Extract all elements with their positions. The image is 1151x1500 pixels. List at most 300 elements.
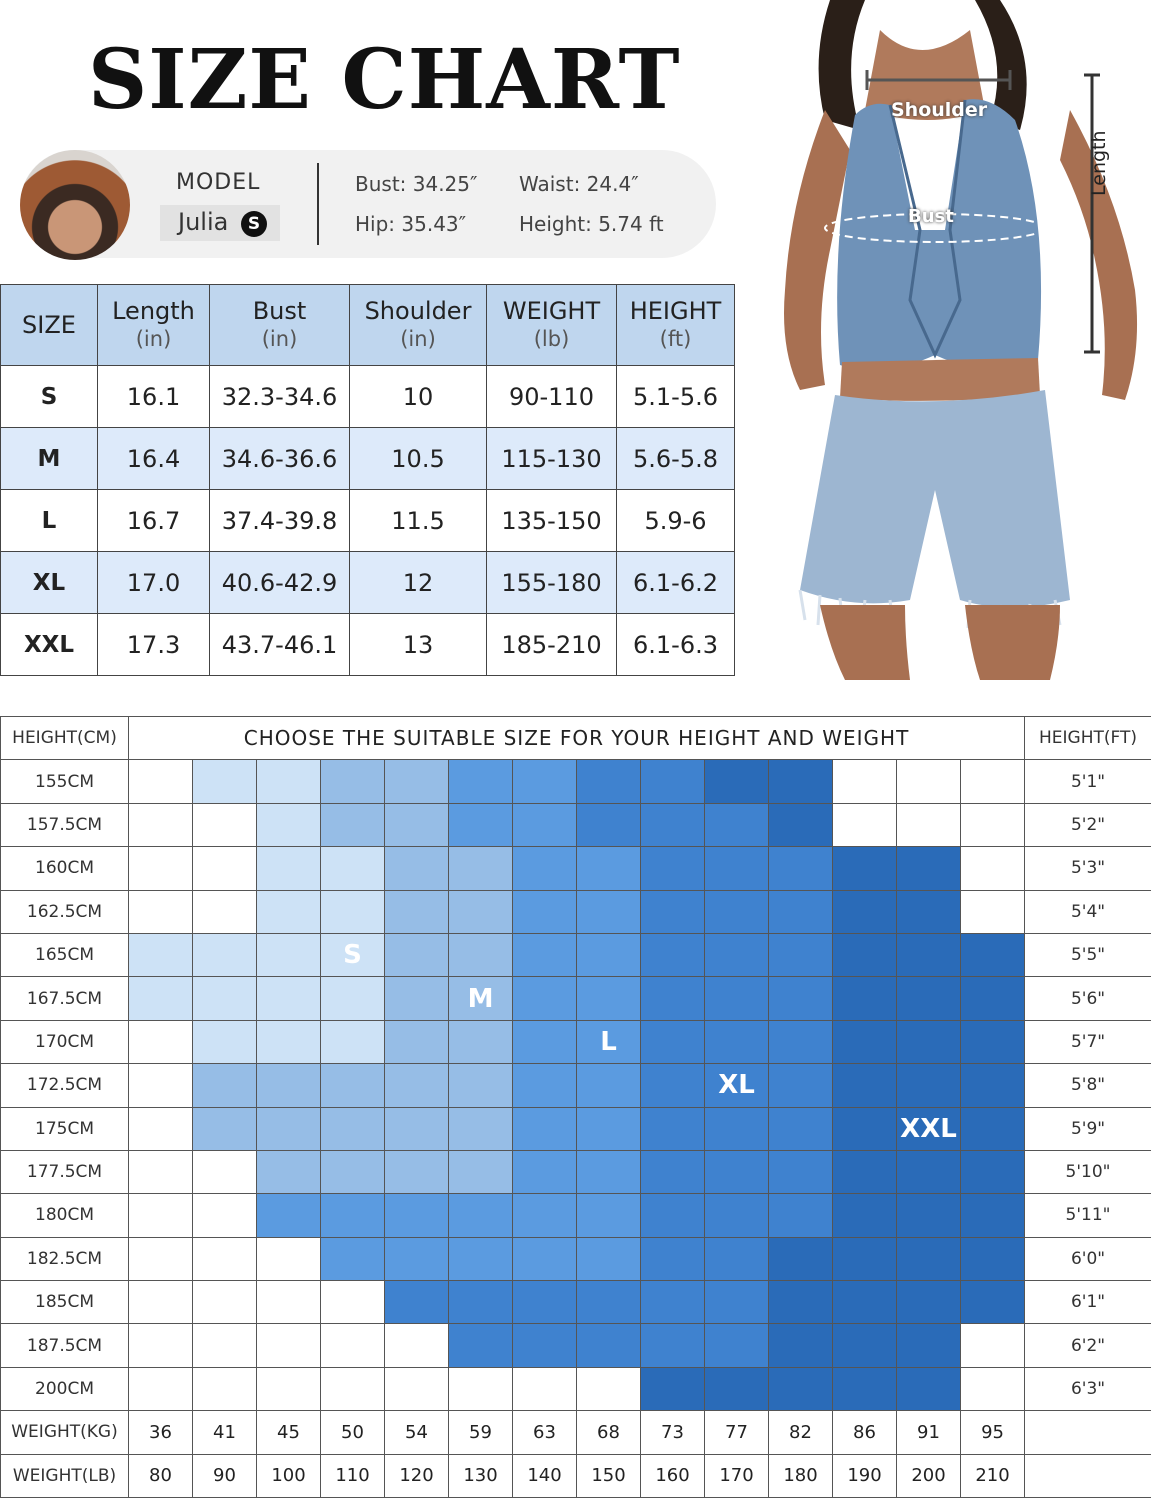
grid-cell (129, 803, 193, 846)
grid-cell (321, 1150, 385, 1193)
grid-cell (129, 933, 193, 976)
grid-row (1, 847, 1151, 890)
model-avatar (20, 150, 130, 260)
grid-cell (897, 1020, 961, 1063)
height-cm-label: 165CM (1, 933, 129, 976)
grid-cell (321, 1107, 385, 1150)
weight-lb-value: 150 (577, 1454, 641, 1497)
grid-cell (577, 1107, 641, 1150)
grid-cell (321, 803, 385, 846)
grid-cell (257, 1020, 321, 1063)
grid-cell (961, 977, 1025, 1020)
size-cell: XL (1, 552, 98, 614)
size-value-cell: 115-130 (487, 428, 617, 490)
height-cm-label: 155CM (1, 760, 129, 803)
grid-cell (385, 1281, 449, 1324)
grid-cell (577, 1064, 641, 1107)
grid-cell (449, 1194, 513, 1237)
size-cell: S (1, 366, 98, 428)
grid-cell (641, 1107, 705, 1150)
height-cm-label: 182.5CM (1, 1237, 129, 1280)
grid-cell (705, 803, 769, 846)
grid-cell (769, 1367, 833, 1410)
grid-cell (961, 1324, 1025, 1367)
weight-kg-value: 86 (833, 1411, 897, 1454)
model-height: Height: 5.74 ft (519, 212, 664, 236)
grid-cell (769, 890, 833, 933)
grid-cell (641, 1367, 705, 1410)
grid-cell (257, 1281, 321, 1324)
size-value-cell: 13 (350, 614, 487, 676)
grid-cell (705, 977, 769, 1020)
grid-cell (577, 1324, 641, 1367)
weight-kg-value: 95 (961, 1411, 1025, 1454)
grid-cell (257, 1237, 321, 1280)
grid-cell (449, 890, 513, 933)
grid-cell (257, 977, 321, 1020)
grid-cell (833, 1324, 897, 1367)
grid-cell (833, 847, 897, 890)
grid-cell (897, 847, 961, 890)
size-zone-label: XXL (897, 1107, 961, 1150)
grid-cell (449, 1237, 513, 1280)
weight-kg-value: 36 (129, 1411, 193, 1454)
grid-cell (321, 760, 385, 803)
weight-kg-value: 50 (321, 1411, 385, 1454)
grid-cell (513, 1150, 577, 1193)
grid-row (1, 1237, 1151, 1280)
grid-cell (769, 1237, 833, 1280)
weight-kg-value: 68 (577, 1411, 641, 1454)
grid-cell (449, 760, 513, 803)
weight-kg-value: 77 (705, 1411, 769, 1454)
grid-cell (705, 1020, 769, 1063)
grid-row (1, 933, 1151, 976)
weight-lb-value: 170 (705, 1454, 769, 1497)
grid-cell (385, 760, 449, 803)
weight-lb-value: 190 (833, 1454, 897, 1497)
size-row (1, 614, 735, 676)
height-cm-label: 172.5CM (1, 1064, 129, 1107)
grid-cell (449, 933, 513, 976)
size-value-cell: 32.3-34.6 (210, 366, 350, 428)
grid-row (1, 760, 1151, 803)
grid-cell (193, 1281, 257, 1324)
grid-cell (129, 1367, 193, 1410)
grid-cell (449, 1064, 513, 1107)
grid-cell (705, 933, 769, 976)
grid-cell (897, 1367, 961, 1410)
weight-kg-row (1, 1411, 1151, 1454)
grid-cell (257, 803, 321, 846)
size-zone-label: XL (705, 1064, 769, 1107)
header-height: HEIGHT (ft) (617, 285, 735, 366)
height-ft-label: 6'1" (1025, 1281, 1151, 1324)
grid-cell (769, 760, 833, 803)
weight-kg-value: 91 (897, 1411, 961, 1454)
grid-cell (449, 803, 513, 846)
grid-cell (769, 1064, 833, 1107)
weight-kg-label: WEIGHT(KG) (1, 1411, 129, 1454)
size-value-cell: 5.9-6 (617, 490, 735, 552)
grid-cell (513, 1020, 577, 1063)
grid-cell (193, 803, 257, 846)
height-ft-label: 5'3" (1025, 847, 1151, 890)
grid-cell (449, 847, 513, 890)
weight-lb-value: 180 (769, 1454, 833, 1497)
grid-cell (577, 847, 641, 890)
size-cell: L (1, 490, 98, 552)
grid-cell (641, 933, 705, 976)
size-value-cell: 40.6-42.9 (210, 552, 350, 614)
height-ft-label: 5'11" (1025, 1194, 1151, 1237)
grid-cell (769, 1324, 833, 1367)
grid-cell (513, 847, 577, 890)
size-value-cell: 11.5 (350, 490, 487, 552)
height-ft-header: HEIGHT(FT) (1025, 717, 1151, 760)
grid-cell (961, 1020, 1025, 1063)
grid-row (1, 1367, 1151, 1410)
grid-cell (705, 1107, 769, 1150)
grid-cell (129, 1237, 193, 1280)
height-cm-header: HEIGHT(CM) (1, 717, 129, 760)
size-value-cell: 37.4-39.8 (210, 490, 350, 552)
grid-cell (321, 977, 385, 1020)
height-ft-label: 6'0" (1025, 1237, 1151, 1280)
grid-cell (449, 1324, 513, 1367)
header-length: Length (in) (98, 285, 210, 366)
grid-cell (321, 1194, 385, 1237)
grid-cell (513, 1064, 577, 1107)
grid-cell (257, 1324, 321, 1367)
size-cell: XXL (1, 614, 98, 676)
grid-cell (129, 890, 193, 933)
bust-label: Bust (908, 206, 954, 227)
height-cm-label: 175CM (1, 1107, 129, 1150)
weight-kg-value: 82 (769, 1411, 833, 1454)
size-value-cell: 6.1-6.2 (617, 552, 735, 614)
height-ft-label: 5'4" (1025, 890, 1151, 933)
grid-cell (769, 1107, 833, 1150)
grid-cell (705, 1237, 769, 1280)
grid-cell (577, 1281, 641, 1324)
model-size-badge: S (241, 211, 267, 237)
height-cm-label: 162.5CM (1, 890, 129, 933)
grid-cell (321, 1237, 385, 1280)
grid-cell (961, 1107, 1025, 1150)
size-zone-label: L (577, 1020, 641, 1063)
grid-cell (193, 847, 257, 890)
weight-lb-label: WEIGHT(LB) (1, 1454, 129, 1497)
grid-cell (385, 847, 449, 890)
height-ft-label: 5'1" (1025, 760, 1151, 803)
grid-cell (129, 1281, 193, 1324)
grid-cell (641, 847, 705, 890)
height-ft-label: 5'5" (1025, 933, 1151, 976)
grid-cell (257, 933, 321, 976)
size-value-cell: 10.5 (350, 428, 487, 490)
grid-cell (513, 1107, 577, 1150)
grid-cell (129, 977, 193, 1020)
page-title: SIZE CHART (88, 32, 681, 128)
shoulder-label: Shoulder (891, 99, 988, 121)
grid-cell (833, 1367, 897, 1410)
grid-cell (129, 1020, 193, 1063)
grid-cell (897, 977, 961, 1020)
size-table (0, 284, 735, 676)
grid-cell (449, 1367, 513, 1410)
grid-cell (193, 1020, 257, 1063)
height-cm-label: 200CM (1, 1367, 129, 1410)
grid-cell (449, 1020, 513, 1063)
grid-cell (193, 977, 257, 1020)
model-waist: Waist: 24.4″ (519, 172, 639, 196)
weight-kg-value: 45 (257, 1411, 321, 1454)
height-cm-label: 170CM (1, 1020, 129, 1063)
grid-cell (385, 1107, 449, 1150)
grid-cell (833, 1107, 897, 1150)
header-weight: WEIGHT (lb) (487, 285, 617, 366)
header-bust: Bust (in) (210, 285, 350, 366)
grid-cell (705, 1367, 769, 1410)
height-ft-label: 5'9" (1025, 1107, 1151, 1150)
grid-cell (449, 1107, 513, 1150)
grid-row (1, 1194, 1151, 1237)
grid-cell (577, 977, 641, 1020)
grid-cell (129, 1150, 193, 1193)
grid-cell (769, 803, 833, 846)
height-cm-label: 180CM (1, 1194, 129, 1237)
grid-cell (641, 803, 705, 846)
grid-cell (257, 847, 321, 890)
grid-cell (513, 890, 577, 933)
height-ft-label: 5'7" (1025, 1020, 1151, 1063)
grid-cell (833, 1281, 897, 1324)
grid-cell (897, 1281, 961, 1324)
grid-cell (769, 977, 833, 1020)
grid-cell (449, 1281, 513, 1324)
size-value-cell: 16.4 (98, 428, 210, 490)
grid-cell (577, 890, 641, 933)
size-zone-label: S (321, 933, 385, 976)
size-value-cell: 17.3 (98, 614, 210, 676)
grid-cell (257, 1367, 321, 1410)
grid-cell (769, 1020, 833, 1063)
grid-row (1, 1064, 1151, 1107)
header-shoulder: Shoulder (in) (350, 285, 487, 366)
grid-cell (193, 1194, 257, 1237)
model-name: Julia (178, 208, 229, 236)
grid-cell (961, 1064, 1025, 1107)
grid-cell (833, 1237, 897, 1280)
grid-cell (385, 1237, 449, 1280)
grid-cell (513, 1281, 577, 1324)
grid-cell (129, 1324, 193, 1367)
weight-lb-value: 90 (193, 1454, 257, 1497)
model-hip: Hip: 35.43″ (355, 212, 467, 236)
grid-cell (577, 803, 641, 846)
height-cm-label: 187.5CM (1, 1324, 129, 1367)
size-zone-label: M (449, 977, 513, 1020)
size-value-cell: 17.0 (98, 552, 210, 614)
grid-cell (577, 1237, 641, 1280)
size-value-cell: 185-210 (487, 614, 617, 676)
grid-cell (385, 890, 449, 933)
grid-cell (321, 1367, 385, 1410)
length-label: Length (1088, 130, 1110, 196)
grid-cell (321, 1064, 385, 1107)
grid-cell (129, 1107, 193, 1150)
grid-cell (641, 1150, 705, 1193)
size-row (1, 428, 735, 490)
weight-kg-value: 63 (513, 1411, 577, 1454)
height-ft-label: 5'8" (1025, 1064, 1151, 1107)
grid-cell (833, 1150, 897, 1193)
grid-cell (769, 933, 833, 976)
grid-cell (705, 1194, 769, 1237)
grid-cell (705, 847, 769, 890)
grid-cell (257, 1150, 321, 1193)
grid-cell (897, 1237, 961, 1280)
grid-cell (833, 977, 897, 1020)
grid-cell (321, 890, 385, 933)
model-label: MODEL (176, 170, 261, 195)
grid-cell (961, 803, 1025, 846)
grid-cell (513, 933, 577, 976)
size-value-cell: 34.6-36.6 (210, 428, 350, 490)
grid-cell (385, 1064, 449, 1107)
grid-cell (385, 803, 449, 846)
grid-cell (129, 1194, 193, 1237)
grid-cell (961, 1237, 1025, 1280)
height-ft-label: 5'10" (1025, 1150, 1151, 1193)
grid-cell (193, 1367, 257, 1410)
grid-cell (769, 1281, 833, 1324)
grid-cell (705, 1281, 769, 1324)
size-value-cell: 155-180 (487, 552, 617, 614)
grid-cell (385, 1150, 449, 1193)
size-value-cell: 10 (350, 366, 487, 428)
weight-lb-value: 80 (129, 1454, 193, 1497)
size-row (1, 366, 735, 428)
grid-cell (833, 1020, 897, 1063)
grid-cell (577, 933, 641, 976)
grid-row (1, 1150, 1151, 1193)
grid-cell (961, 933, 1025, 976)
grid-cell (193, 760, 257, 803)
grid-cell (961, 1194, 1025, 1237)
size-cell: M (1, 428, 98, 490)
size-value-cell: 12 (350, 552, 487, 614)
weight-lb-end (1025, 1454, 1151, 1497)
size-value-cell: 5.6-5.8 (617, 428, 735, 490)
grid-cell (641, 760, 705, 803)
model-photo (770, 0, 1151, 680)
grid-cell (897, 1194, 961, 1237)
grid-cell (769, 1194, 833, 1237)
weight-kg-value: 59 (449, 1411, 513, 1454)
grid-cell (833, 933, 897, 976)
grid-cell (961, 1367, 1025, 1410)
grid-row (1, 1107, 1151, 1150)
grid-cell (641, 1324, 705, 1367)
weight-kg-value: 41 (193, 1411, 257, 1454)
weight-lb-value: 210 (961, 1454, 1025, 1497)
grid-cell (193, 1107, 257, 1150)
grid-cell (641, 1281, 705, 1324)
grid-cell (641, 1020, 705, 1063)
height-ft-label: 5'6" (1025, 977, 1151, 1020)
weight-kg-value: 73 (641, 1411, 705, 1454)
size-row (1, 490, 735, 552)
grid-cell (641, 977, 705, 1020)
grid-cell (961, 1150, 1025, 1193)
grid-row (1, 803, 1151, 846)
grid-cell (449, 1150, 513, 1193)
grid-cell (257, 1107, 321, 1150)
size-row (1, 552, 735, 614)
weight-lb-value: 160 (641, 1454, 705, 1497)
grid-cell (129, 1064, 193, 1107)
grid-cell (193, 1064, 257, 1107)
weight-lb-row (1, 1454, 1151, 1497)
grid-cell (833, 1064, 897, 1107)
grid-cell (385, 933, 449, 976)
size-value-cell: 90-110 (487, 366, 617, 428)
grid-cell (705, 760, 769, 803)
grid-banner: CHOOSE THE SUITABLE SIZE FOR YOUR HEIGHT AND WEIGHT (129, 717, 1025, 760)
grid-cell (705, 890, 769, 933)
weight-kg-end (1025, 1411, 1151, 1454)
size-value-cell: 43.7-46.1 (210, 614, 350, 676)
grid-cell (961, 847, 1025, 890)
grid-cell (897, 1324, 961, 1367)
grid-cell (257, 760, 321, 803)
model-divider (317, 163, 319, 245)
grid-cell (961, 1281, 1025, 1324)
grid-cell (641, 1194, 705, 1237)
grid-row (1, 1324, 1151, 1367)
height-cm-label: 177.5CM (1, 1150, 129, 1193)
size-value-cell: 16.7 (98, 490, 210, 552)
weight-lb-value: 110 (321, 1454, 385, 1497)
grid-row (1, 977, 1151, 1020)
grid-cell (577, 1150, 641, 1193)
weight-lb-value: 140 (513, 1454, 577, 1497)
grid-cell (385, 1367, 449, 1410)
grid-cell (513, 760, 577, 803)
grid-cell (193, 1237, 257, 1280)
grid-cell (193, 1324, 257, 1367)
grid-cell (897, 890, 961, 933)
grid-cell (513, 977, 577, 1020)
size-value-cell: 6.1-6.3 (617, 614, 735, 676)
grid-cell (257, 1194, 321, 1237)
grid-cell (961, 760, 1025, 803)
grid-cell (961, 890, 1025, 933)
grid-cell (577, 1194, 641, 1237)
grid-cell (833, 890, 897, 933)
grid-cell (257, 1064, 321, 1107)
height-weight-grid (0, 716, 1151, 1498)
grid-cell (129, 847, 193, 890)
grid-cell (513, 803, 577, 846)
grid-cell (513, 1194, 577, 1237)
grid-cell (321, 1324, 385, 1367)
grid-cell (577, 760, 641, 803)
grid-cell (705, 1150, 769, 1193)
grid-cell (577, 1367, 641, 1410)
